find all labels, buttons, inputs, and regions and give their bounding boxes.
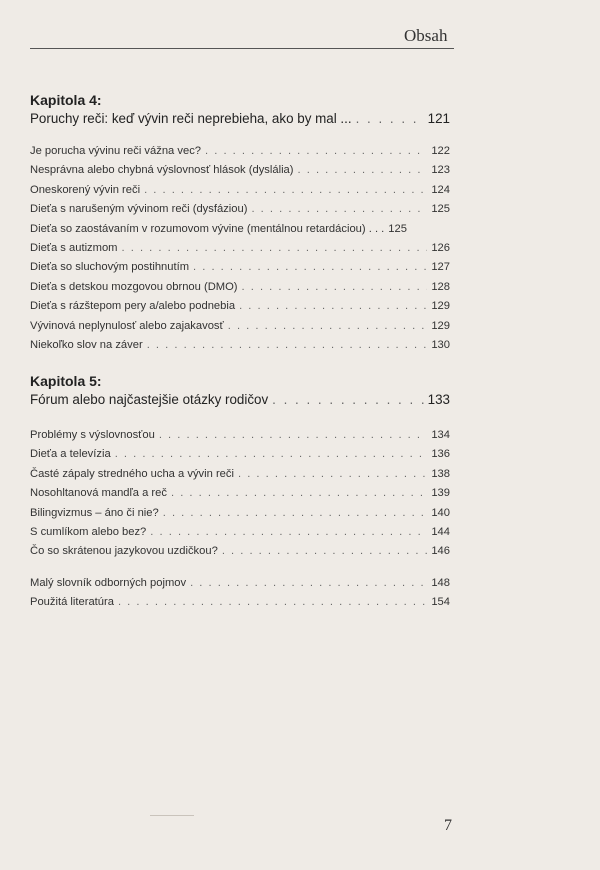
toc-entry[interactable]: Dieťa s rázštepom pery a/alebo podnebia . . . 129 [30, 297, 450, 316]
page-ref: 134 [431, 429, 450, 441]
toc-entry[interactable]: Nosohltanová mandľa a reč . . . 139 [30, 484, 450, 503]
toc-entry[interactable]: Dieťa so zaostávaním v rozumovom vývine (mentálnou retardáciou) . . . 125 [30, 220, 450, 239]
dot-leader [228, 317, 428, 336]
dot-leader [147, 336, 428, 355]
page-ref: 130 [431, 339, 450, 352]
toc-entry[interactable]: Bilingvizmus – áno či nie? . . . 140 [30, 504, 450, 523]
toc-entry[interactable]: S cumlíkom alebo bez? . . . 144 [30, 523, 450, 542]
page-ref: 133 [427, 392, 450, 407]
chapter-label: Kapitola 4: [30, 92, 102, 108]
chapter-label: Kapitola 5: [30, 373, 102, 389]
toc-entry[interactable]: Časté zápaly stredného ucha a vývin reči . . . 138 [30, 465, 450, 484]
running-header-title: Obsah [404, 26, 448, 45]
toc-entry[interactable]: Oneskorený vývin reči . . . 124 [30, 181, 450, 200]
page-ref: 123 [431, 164, 450, 177]
chapter-4-block [30, 91, 450, 129]
dot-leader [115, 445, 428, 464]
dot-leader [144, 181, 427, 200]
dot-leader [163, 504, 428, 523]
dot-leader [251, 200, 427, 219]
page-number: 7 [444, 817, 452, 834]
page-ref: 129 [431, 300, 450, 313]
dot-leader [222, 542, 428, 561]
paper-mark [150, 815, 194, 816]
page-ref: 138 [431, 467, 450, 480]
chapter-5-entries [30, 426, 450, 562]
toc-entry[interactable]: Problémy s výslovnosťou . . . 134 [30, 426, 450, 445]
dot-leader [356, 109, 424, 129]
toc-entry[interactable]: Dieťa s autizmom . . . 126 [30, 239, 450, 258]
dot-leader [272, 390, 423, 410]
toc-entry[interactable]: Je porucha vývinu reči vážna vec? . . . 122 [30, 142, 450, 161]
page-ref: 129 [431, 319, 450, 332]
toc-entry[interactable]: Dieťa s narušeným vývinom reči (dysfáziou) . . . 125 [30, 200, 450, 219]
page-ref: 154 [431, 596, 450, 609]
dot-leader [239, 297, 427, 316]
chapter-main-entry[interactable]: Fórum alebo najčastejšie otázky rodičov . . . 133 [30, 390, 450, 410]
toc-entry[interactable]: Dieťa so sluchovým postihnutím . . . 127 [30, 258, 450, 277]
toc-entry[interactable]: Vývinová neplynulosť alebo zajakavosť . . . 129 [30, 317, 450, 336]
toc-entry[interactable]: Niekoľko slov na záver . . . 130 [30, 336, 450, 355]
page-ref: 121 [427, 111, 450, 126]
dot-leader [159, 426, 428, 445]
page-ref: 125 [431, 203, 450, 216]
page-ref: 146 [431, 545, 450, 558]
page-ref: 148 [431, 577, 450, 589]
dot-leader [205, 142, 427, 161]
dot-leader [242, 278, 428, 297]
page-ref: 125 [388, 222, 407, 235]
dot-leader [122, 239, 428, 258]
page-ref: 127 [431, 261, 450, 274]
chapter-5-block [30, 372, 450, 410]
toc-entry[interactable]: Dieťa s detskou mozgovou obrnou (DMO) . . . 128 [30, 278, 450, 297]
dot-leader [190, 574, 427, 593]
toc-entry[interactable]: Čo so skrátenou jazykovou uzdičkou? . . . 146 [30, 542, 450, 561]
dot-leader [150, 523, 427, 542]
page-ref: 140 [431, 506, 450, 519]
dot-leader [118, 593, 427, 612]
appendix-entries [30, 574, 450, 613]
dot-leader [193, 258, 427, 277]
dot-leader [298, 161, 428, 180]
page-ref: 126 [431, 242, 450, 255]
page-ref: 128 [431, 280, 450, 293]
toc-entry[interactable]: Dieťa a televízia . . . 136 [30, 445, 450, 464]
page-ref: 124 [431, 183, 450, 196]
toc-entry[interactable]: Použitá literatúra . . . 154 [30, 593, 450, 612]
header-rule [30, 48, 454, 49]
chapter-main-entry[interactable]: Poruchy reči: keď vývin reči neprebieha, ako by mal ... . . . 121 [30, 109, 450, 129]
page-ref: 139 [431, 487, 450, 500]
page-ref: 122 [431, 145, 450, 157]
page-ref: 136 [431, 448, 450, 461]
dot-leader [238, 465, 427, 484]
dot-leader [171, 484, 427, 503]
chapter-4-entries [30, 142, 450, 355]
toc-entry[interactable]: Nesprávna alebo chybná výslovnosť hlások (dyslália) . . . 123 [30, 161, 450, 180]
page-ref: 144 [431, 526, 450, 539]
toc-entry[interactable]: Malý slovník odborných pojmov . . . 148 [30, 574, 450, 593]
